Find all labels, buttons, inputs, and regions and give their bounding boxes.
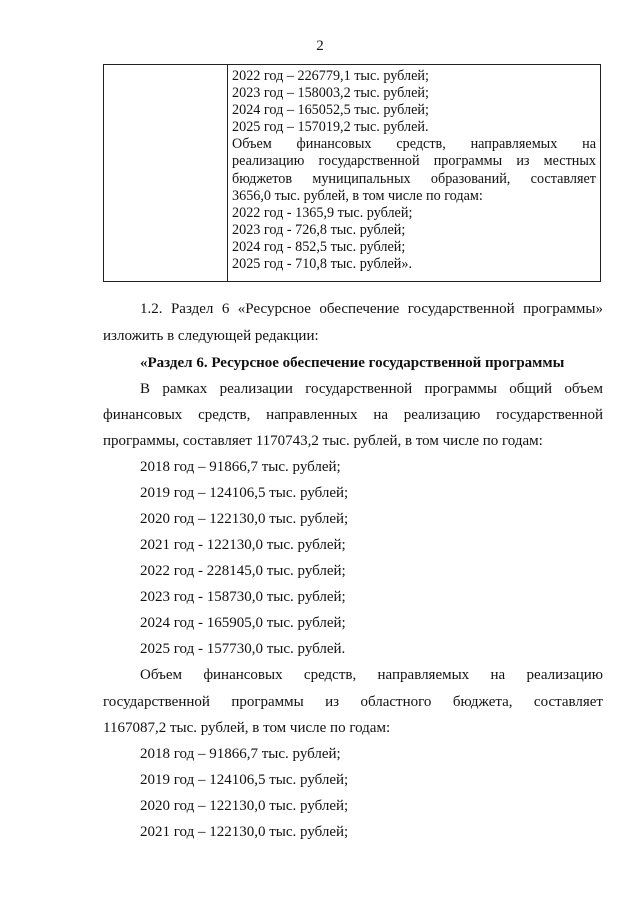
table-local-year-line: 2023 год - 726,8 тыс. рублей; — [232, 221, 406, 238]
paragraph-1-line-1: В рамках реализации государственной программы общий объем — [140, 381, 603, 397]
paragraph-2-line-2: государственной программы из областного бюджета, составляет — [103, 694, 603, 710]
table-paragraph-line: бюджетов муниципальных образований, составляет — [232, 170, 596, 187]
section-heading: «Раздел 6. Ресурсное обеспечение государственной программы — [140, 355, 565, 371]
year-total-line: 2023 год - 158730,0 тыс. рублей; — [140, 589, 346, 605]
table-year-line: 2022 год – 226779,1 тыс. рублей; — [232, 68, 429, 84]
year-regional-line: 2021 год – 122130,0 тыс. рублей; — [140, 824, 349, 840]
passport-table-fragment — [103, 64, 601, 282]
year-total-line: 2019 год – 124106,5 тыс. рублей; — [140, 485, 349, 501]
paragraph-1-line-2: финансовых средств, направленных на реализацию государственной — [103, 407, 603, 423]
table-year-line: 2025 год – 157019,2 тыс. рублей. — [232, 119, 429, 136]
year-total-line: 2018 год – 91866,7 тыс. рублей; — [140, 459, 341, 475]
table-paragraph-last-line: 3656,0 тыс. рублей, в том числе по годам: — [232, 187, 483, 204]
year-regional-line: 2018 год – 91866,7 тыс. рублей; — [140, 746, 341, 762]
year-total-line: 2021 год - 122130,0 тыс. рублей; — [140, 537, 346, 553]
year-regional-line: 2020 год – 122130,0 тыс. рублей; — [140, 798, 349, 814]
paragraph-1-line-3: программы, составляет 1170743,2 тыс. рублей, в том числе по годам: — [103, 433, 543, 449]
item-1-2-line-1: 1.2. Раздел 6 «Ресурсное обеспечение государственной программы» — [140, 301, 603, 317]
page-number: 2 — [316, 38, 324, 54]
table-local-year-line: 2025 год - 710,8 тыс. рублей». — [232, 256, 412, 273]
year-regional-line: 2019 год – 124106,5 тыс. рублей; — [140, 772, 349, 788]
year-total-line: 2020 год – 122130,0 тыс. рублей; — [140, 511, 349, 527]
year-total-line: 2024 год - 165905,0 тыс. рублей; — [140, 615, 346, 631]
paragraph-2-line-1: Объем финансовых средств, направляемых на реализацию — [140, 667, 603, 683]
year-total-line: 2025 год - 157730,0 тыс. рублей. — [140, 641, 346, 657]
table-local-year-line: 2022 год - 1365,9 тыс. рублей; — [232, 204, 413, 221]
table-left-cell — [104, 65, 228, 281]
table-paragraph-line: Объем финансовых средств, направляемых на — [232, 136, 596, 153]
table-right-cell — [232, 68, 596, 273]
table-paragraph-line: реализацию государственной программы из местных — [232, 153, 596, 170]
table-year-line: 2023 год – 158003,2 тыс. рублей; — [232, 85, 429, 102]
table-local-year-line: 2024 год - 852,5 тыс. рублей; — [232, 238, 406, 255]
paragraph-2-line-3: 1167087,2 тыс. рублей, в том числе по годам: — [103, 720, 391, 736]
table-year-line: 2024 год – 165052,5 тыс. рублей; — [232, 102, 429, 119]
year-total-line: 2022 год - 228145,0 тыс. рублей; — [140, 563, 346, 579]
item-1-2-line-2: изложить в следующей редакции: — [103, 328, 319, 344]
